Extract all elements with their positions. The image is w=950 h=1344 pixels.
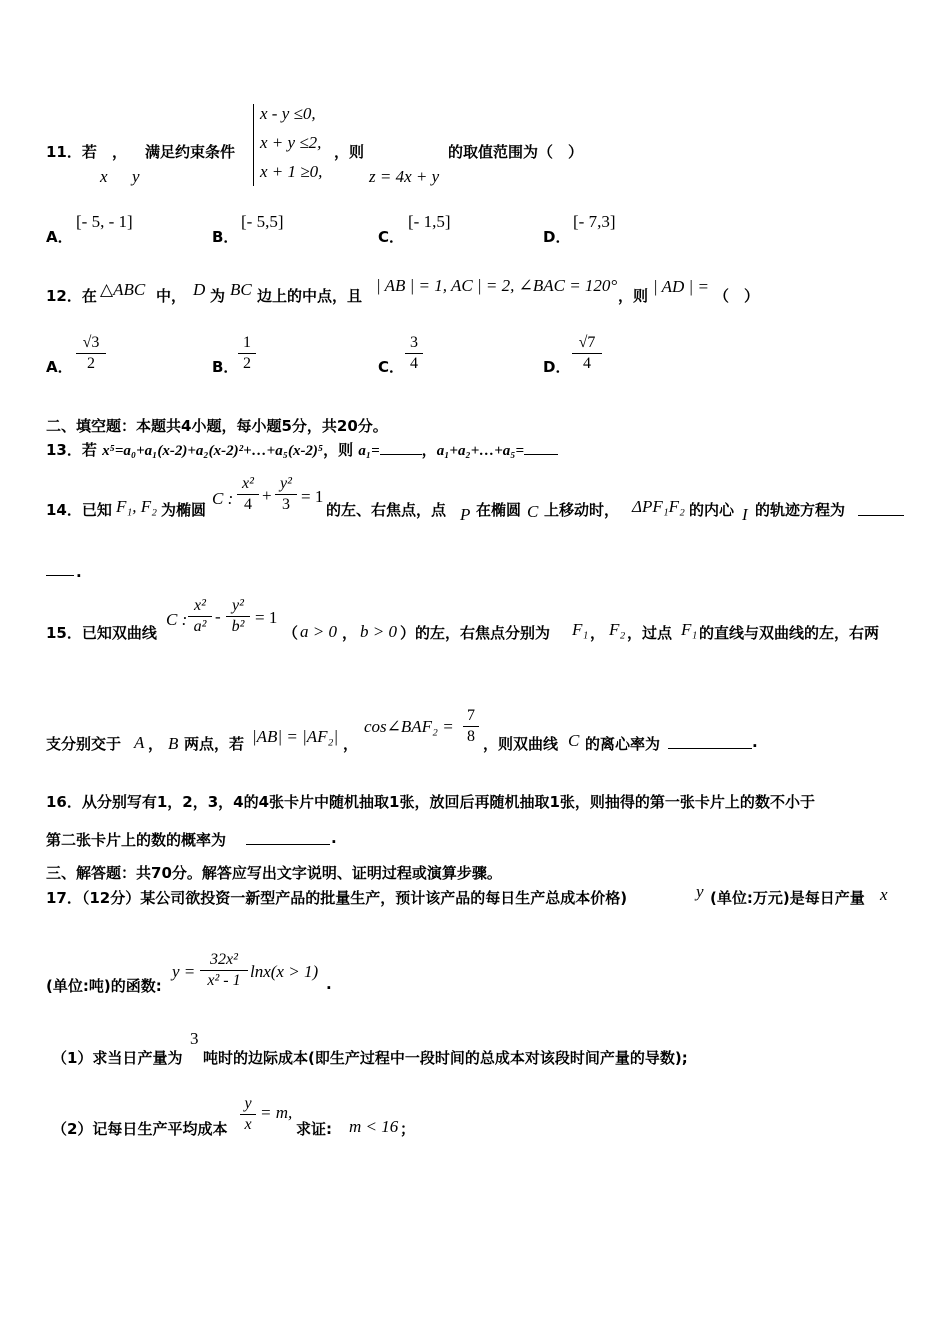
q13-blank-1[interactable] <box>380 454 422 455</box>
q15-frac-y-num: y² <box>226 596 250 617</box>
q11-option-c: [- 1,5] <box>408 212 451 231</box>
q14-text-1: 14．已知 <box>46 501 112 519</box>
q12-option-c-label: C． <box>378 358 405 376</box>
q11-constraint-1: x - y ≤0, <box>260 104 316 123</box>
q15-f2: F₂ <box>609 620 626 639</box>
q11-option-a-label: A． <box>46 228 73 246</box>
q14-equals: = 1 <box>301 487 324 506</box>
q14-ellipse-c: C : <box>212 489 234 508</box>
q17-part2-den: x <box>244 1116 252 1133</box>
q17-var-y: y <box>696 882 704 901</box>
q14-text-5: 上移动时， <box>544 501 620 519</box>
q15-text-6: 两点，若 <box>184 735 245 753</box>
q15-frac-x-num: x² <box>188 596 212 617</box>
q14-text-6: 的内心 <box>689 501 735 519</box>
q15-comma-3: ， <box>343 735 359 753</box>
q11-var-y: y <box>132 167 140 186</box>
q17-lnx: lnx(x > 1) <box>250 962 319 981</box>
q13-text-3: ， <box>421 441 437 459</box>
q14-frac-y-den: 3 <box>282 496 290 513</box>
q12-text-4: ，则 <box>618 287 649 305</box>
q14-frac-y-num: y² <box>275 474 297 495</box>
q14-text-2: 为椭圆 <box>161 501 207 519</box>
q14-frac-x <box>237 474 259 515</box>
q15-text-1: 15．已知双曲线 <box>46 624 157 642</box>
q11-label: 11．若 <box>46 143 97 161</box>
q15-curve-c: C : <box>166 610 188 629</box>
q12-condition: | AB | = 1, AC | = 2, ∠BAC = 120° <box>376 276 618 295</box>
q11-constraint-3: x + 1 ≥0, <box>260 162 323 181</box>
q14-blank-1[interactable] <box>858 497 904 516</box>
q15-text-5: 支分别交于 <box>46 735 122 753</box>
q12-option-d-den: 4 <box>583 355 591 372</box>
q17-part2-eq: = m, <box>260 1103 293 1122</box>
q11-option-d: [- 7,3] <box>573 212 616 231</box>
q15-cond-a: a > 0 <box>300 622 337 641</box>
q12-label: 12．在 <box>46 287 97 305</box>
q15-frac-x-den: a² <box>193 618 207 635</box>
q13-blank-2[interactable] <box>524 454 558 455</box>
q14-point-p: P <box>460 505 471 524</box>
q12-option-c-num: 3 <box>405 333 423 354</box>
q15-frac-y <box>226 596 250 637</box>
q13-text-2: ，则 <box>323 441 359 459</box>
section-3-heading: 三、解答题：共70分。解答应写出文字说明、证明过程或演算步骤。 <box>46 864 502 882</box>
q17-frac-num: 32x² <box>200 950 248 971</box>
q11-tail: 的取值范围为（ ） <box>448 143 584 161</box>
q14-frac-x-num: x² <box>237 474 259 495</box>
q14-blank-2[interactable] <box>46 557 74 576</box>
q15-frac-x <box>188 596 212 637</box>
q12-option-a-num: √3 <box>76 333 106 354</box>
q17-line-1: 17．（12分）某公司欲投资一新型产品的批量生产，预计该产品的每日生产总成本价格) <box>46 889 628 907</box>
q14-triangle: ΔPF₁F₂ <box>632 497 685 516</box>
q14-foci: F₁, F₂ <box>116 497 158 516</box>
q17-var-x: x <box>880 885 888 904</box>
q16-line-2: 第二张卡片上的数的概率为 <box>46 831 227 849</box>
q11-option-b-label: B． <box>212 228 239 246</box>
q13-sum: a₁+a₂+…+a₅= <box>436 443 525 459</box>
q14-plus: + <box>262 486 272 505</box>
q12-bc: BC <box>230 280 252 299</box>
q12-triangle: △ABC <box>100 280 146 299</box>
q12-option-d-num: √7 <box>572 333 602 354</box>
q11-option-d-label: D． <box>543 228 571 246</box>
q15-end: . <box>752 733 758 751</box>
q11-option-a: [- 5, - 1] <box>76 212 133 231</box>
q11-then: ，则 <box>334 143 365 161</box>
q12-option-a-fraction <box>76 333 106 374</box>
q15-minus: - <box>215 607 221 626</box>
q14-text-4: 在椭圆 <box>476 501 522 519</box>
q13-equation: x⁵=a₀+a₁(x-2)+a₂(x-2)²+…+a₅(x-2)⁵ <box>102 443 324 459</box>
q15-blank[interactable] <box>668 730 752 749</box>
q11-option-c-label: C． <box>378 228 405 246</box>
q11-constraint-2: x + y ≤2, <box>260 133 322 152</box>
q17-line-2: (单位:吨)的函数: <box>46 977 162 995</box>
q14-incenter: I <box>742 505 748 524</box>
q13-a1: a₁= <box>358 443 380 459</box>
q14-text-3: 的左、右焦点，点 <box>326 501 447 519</box>
q11-objective: z = 4x + y <box>369 167 440 186</box>
section-2-heading: 二、填空题：本题共4小题，每小题5分，共20分。 <box>46 417 388 435</box>
q17-part2-b: 求证: <box>296 1120 332 1138</box>
q17-part2-c: m < 16 <box>349 1117 399 1136</box>
q15-f1: F₁ <box>572 620 589 639</box>
q17-part1-num: 3 <box>190 1029 199 1048</box>
q15-text-8: 的离心率为 <box>585 735 661 753</box>
q15-text-4: 的直线与双曲线的左，右两 <box>699 624 880 642</box>
q12-option-c-den: 4 <box>410 355 418 372</box>
q11-option-b: [- 5,5] <box>241 212 284 231</box>
q16-end: . <box>331 829 337 847</box>
q12-ad: | AD | = <box>653 277 709 296</box>
q15-lparen: （ <box>283 624 299 642</box>
q17-part1-a: （1）求当日产量为 <box>52 1049 183 1067</box>
q12-text-1: 中， <box>156 287 187 305</box>
q15-frac-y-den: b² <box>231 618 245 635</box>
q12-option-b-label: B． <box>212 358 239 376</box>
q13-line <box>46 439 558 460</box>
q17-text-2: (单位:万元)是每日产量 <box>710 889 865 907</box>
q17-dot: . <box>326 975 332 993</box>
q17-frac-den: x² - 1 <box>207 972 241 989</box>
q14-end: . <box>76 563 82 581</box>
q15-comma-1: ， <box>590 624 606 642</box>
q15-cos-den: 8 <box>467 728 475 745</box>
q17-part2-num: y <box>240 1094 256 1115</box>
q12-option-d-fraction <box>572 333 602 374</box>
q12-text-3: 边上的中点，且 <box>257 287 363 305</box>
q11-text: 满足约束条件 <box>145 143 236 161</box>
q17-part1-b: 吨时的边际成本(即生产过程中一段时间的总成本对该段时间产量的导数); <box>203 1049 688 1067</box>
q12-option-b-fraction <box>238 333 256 374</box>
q14-frac-y <box>275 474 297 515</box>
q17-part2-fraction <box>240 1094 256 1135</box>
q12-option-d-label: D． <box>543 358 571 376</box>
q15-sep: ， <box>342 624 358 642</box>
q15-equals: = 1 <box>255 608 278 627</box>
q15-point-b: B <box>168 734 179 753</box>
q15-text-7: ，则双曲线 <box>483 735 559 753</box>
q12-point-d: D <box>193 280 206 299</box>
q16-line-1: 16．从分别写有1，2，3，4的4张卡片中随机抽取1张，放回后再随机抽取1张，则抽得的第一张卡片上的数不小于 <box>46 793 815 811</box>
q14-text-7: 的轨迹方程为 <box>755 501 846 519</box>
q12-option-b-den: 2 <box>243 355 251 372</box>
q12-option-b-num: 1 <box>238 333 256 354</box>
q12-option-a-den: 2 <box>87 355 95 372</box>
q15-text-2: ）的左，右焦点分别为 <box>400 624 551 642</box>
q17-y-equals: y = <box>172 962 196 981</box>
q15-comma-2: ， <box>148 735 164 753</box>
q17-fraction <box>200 950 248 991</box>
q14-ellipse-c2: C <box>527 502 539 521</box>
q15-f1-b: F₁ <box>681 620 698 639</box>
q12-option-c-fraction <box>405 333 423 374</box>
q13-text-1: 13．若 <box>46 441 103 459</box>
q16-blank[interactable] <box>246 826 330 845</box>
q15-cos-frac <box>463 706 479 747</box>
q15-cond-b: b > 0 <box>360 622 397 641</box>
q15-cos-num: 7 <box>463 706 479 727</box>
q15-text-3: ，过点 <box>627 624 673 642</box>
q14-frac-x-den: 4 <box>244 496 252 513</box>
q11-var-x: x <box>100 167 108 186</box>
q12-text-2: 为 <box>210 287 226 305</box>
q15-cos: cos∠BAF₂ = <box>364 717 454 736</box>
q12-option-a-label: A． <box>46 358 73 376</box>
q15-abs-condition: |AB| = |AF₂| <box>252 727 339 746</box>
q11-brace <box>253 104 254 186</box>
q11-comma: ， <box>112 143 128 161</box>
q15-curve-c2: C <box>568 731 580 750</box>
q17-part2-d: ； <box>400 1120 416 1138</box>
q12-tail: （ ） <box>714 287 760 305</box>
q15-point-a: A <box>134 733 145 752</box>
q17-part2-a: （2）记每日生产平均成本 <box>52 1120 228 1138</box>
